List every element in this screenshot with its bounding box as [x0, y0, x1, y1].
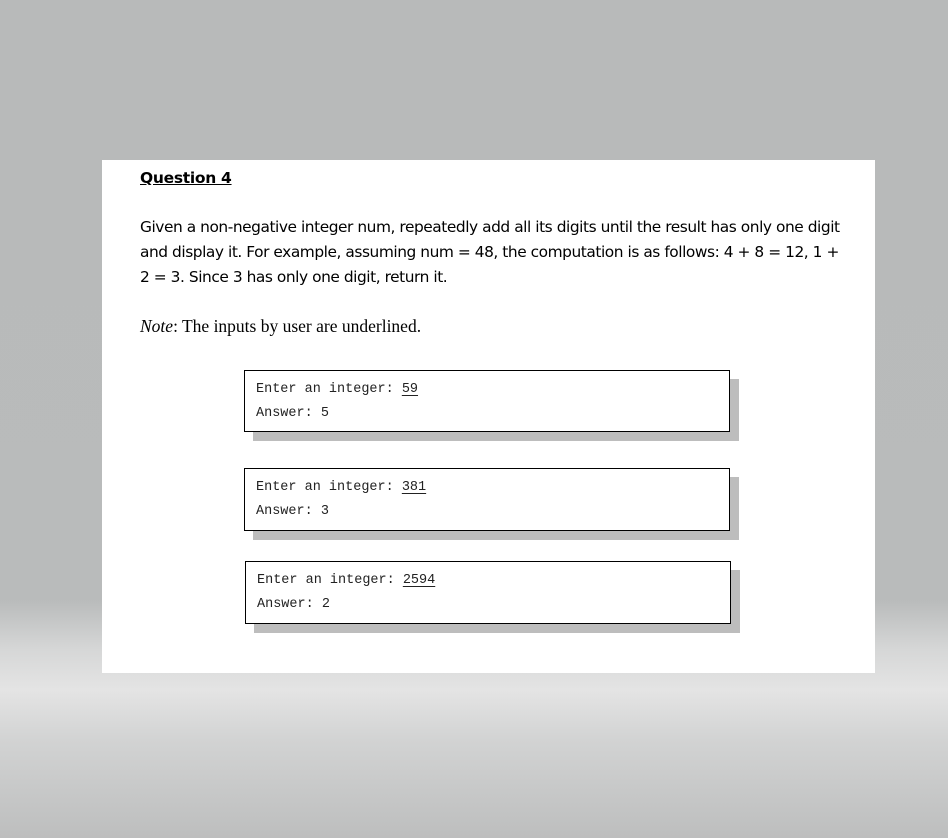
note-label: Note	[140, 316, 174, 336]
document-page	[102, 160, 875, 673]
answer-label: Answer:	[257, 597, 322, 612]
note-paragraph	[140, 316, 421, 337]
prompt-line	[257, 569, 719, 593]
answer-line	[257, 593, 719, 617]
question-title: Question 4	[140, 169, 232, 187]
prompt-line	[256, 378, 718, 402]
user-input: 381	[401, 480, 427, 495]
user-input: 59	[401, 382, 419, 397]
answer-line	[256, 402, 718, 426]
prompt-text: Enter an integer:	[256, 382, 402, 397]
sample-run-3	[245, 561, 731, 624]
prompt-text: Enter an integer:	[257, 573, 403, 588]
prompt-text: Enter an integer:	[256, 480, 402, 495]
sample-run-2	[244, 468, 730, 531]
sample-run-box	[244, 468, 730, 531]
answer-value: 2	[321, 597, 330, 612]
answer-label: Answer:	[256, 406, 321, 421]
sample-run-1	[244, 370, 730, 432]
prompt-line	[256, 476, 718, 500]
answer-value: 3	[320, 504, 329, 519]
sample-run-box	[245, 561, 731, 624]
answer-label: Answer:	[256, 504, 321, 519]
note-text: : The inputs by user are underlined.	[173, 316, 422, 336]
sample-run-box	[244, 370, 730, 432]
question-description: Given a non-negative integer num, repeatedly add all its digits until the result has only one digit and display it. For example, assuming num = 48, the computation is as follows: 4 + 8 = 12, 1 + 2 = 3. Since 3 has only one digit, return it.	[140, 218, 840, 286]
answer-line	[256, 500, 718, 524]
user-input: 2594	[402, 573, 436, 588]
answer-value: 5	[320, 406, 329, 421]
